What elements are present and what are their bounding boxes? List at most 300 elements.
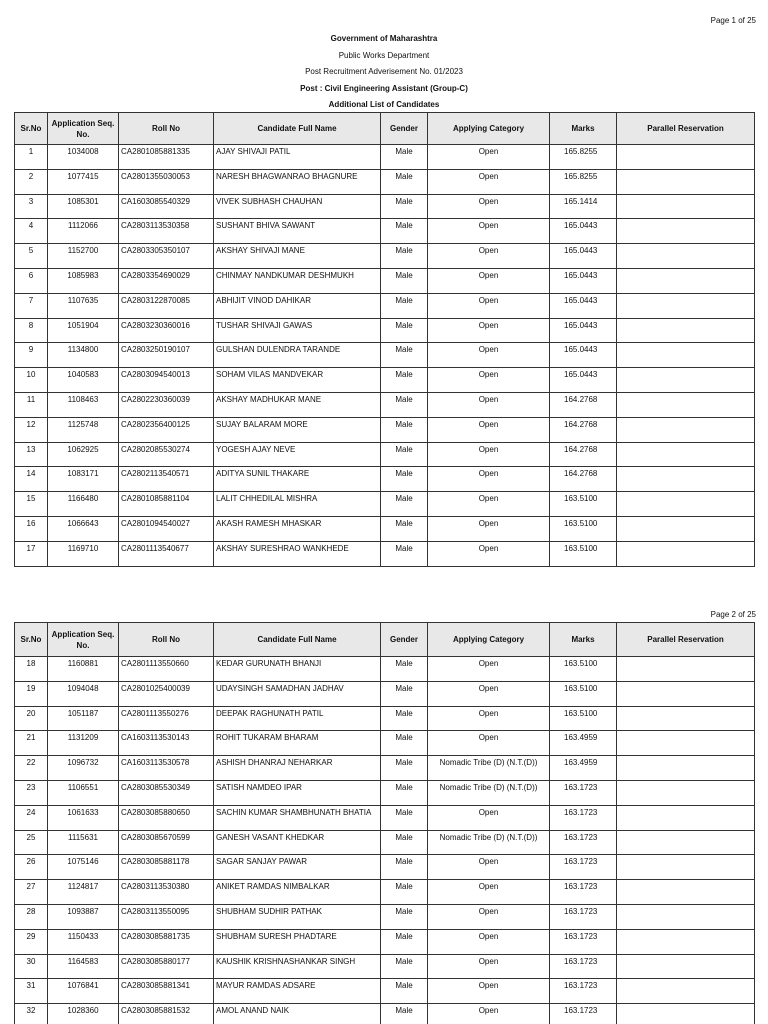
cell-applying-category: Open (428, 681, 550, 706)
cell-marks: 165.0443 (550, 343, 617, 368)
post-title: Post : Civil Engineering Assistant (Group-C) (300, 83, 468, 93)
cell-roll-no: CA2803094540013 (119, 368, 214, 393)
cell-application-seq-no: 1051904 (48, 318, 119, 343)
cell-sr-no: 14 (15, 467, 48, 492)
cell-marks: 163.1723 (550, 805, 617, 830)
table-row (15, 219, 755, 244)
cell-gender: Male (381, 541, 428, 566)
cell-gender: Male (381, 830, 428, 855)
table-row (15, 417, 755, 442)
cell-applying-category: Nomadic Tribe (D) (N.T.(D)) (428, 830, 550, 855)
cell-sr-no: 9 (15, 343, 48, 368)
cell-parallel-reservation (617, 805, 755, 830)
cell-candidate-name: AKSHAY MADHUKAR MANE (214, 392, 381, 417)
cell-gender: Male (381, 880, 428, 905)
cell-gender: Male (381, 1004, 428, 1024)
cell-parallel-reservation (617, 169, 755, 194)
cell-application-seq-no: 1107635 (48, 293, 119, 318)
table-body (15, 145, 755, 567)
cell-marks: 165.0443 (550, 219, 617, 244)
cell-application-seq-no: 1094048 (48, 681, 119, 706)
cell-application-seq-no: 1028360 (48, 1004, 119, 1024)
cell-gender: Male (381, 343, 428, 368)
cell-gender: Male (381, 442, 428, 467)
cell-sr-no: 3 (15, 194, 48, 219)
cell-gender: Male (381, 293, 428, 318)
table-body (15, 657, 755, 1024)
table-row (15, 293, 755, 318)
cell-parallel-reservation (617, 954, 755, 979)
table-row (15, 268, 755, 293)
cell-applying-category: Open (428, 392, 550, 417)
cell-candidate-name: GULSHAN DULENDRA TARANDE (214, 343, 381, 368)
cell-candidate-name: ADITYA SUNIL THAKARE (214, 467, 381, 492)
cell-application-seq-no: 1051187 (48, 706, 119, 731)
cell-parallel-reservation (617, 904, 755, 929)
cell-application-seq-no: 1166480 (48, 492, 119, 517)
cell-candidate-name: SHUBHAM SURESH PHADTARE (214, 929, 381, 954)
cell-candidate-name: AKASH RAMESH MHASKAR (214, 516, 381, 541)
col-header-parallel-reservation: Parallel Reservation (617, 113, 755, 145)
cell-gender: Male (381, 169, 428, 194)
cell-gender: Male (381, 855, 428, 880)
cell-marks: 164.2768 (550, 417, 617, 442)
col-header-gender: Gender (381, 113, 428, 145)
cell-candidate-name: SUSHANT BHIVA SAWANT (214, 219, 381, 244)
cell-roll-no: CA2801085881104 (119, 492, 214, 517)
table-row (15, 880, 755, 905)
table-row (15, 929, 755, 954)
cell-application-seq-no: 1077415 (48, 169, 119, 194)
cell-marks: 165.0443 (550, 318, 617, 343)
cell-applying-category: Open (428, 318, 550, 343)
department-title: Public Works Department (338, 50, 430, 60)
table-row (15, 780, 755, 805)
cell-marks: 164.2768 (550, 467, 617, 492)
cell-roll-no: CA2802113540571 (119, 467, 214, 492)
table-row (15, 368, 755, 393)
cell-candidate-name: GANESH VASANT KHEDKAR (214, 830, 381, 855)
cell-candidate-name: SAGAR SANJAY PAWAR (214, 855, 381, 880)
table-row (15, 979, 755, 1004)
page-number-label: Page 1 of 25 (710, 16, 756, 25)
cell-sr-no: 8 (15, 318, 48, 343)
cell-parallel-reservation (617, 929, 755, 954)
table-row (15, 392, 755, 417)
cell-candidate-name: CHINMAY NANDKUMAR DESHMUKH (214, 268, 381, 293)
cell-roll-no: CA2803085670599 (119, 830, 214, 855)
cell-candidate-name: TUSHAR SHIVAJI GAWAS (214, 318, 381, 343)
cell-gender: Male (381, 904, 428, 929)
cell-roll-no: CA2803085881178 (119, 855, 214, 880)
cell-gender: Male (381, 244, 428, 269)
cell-application-seq-no: 1164583 (48, 954, 119, 979)
cell-applying-category: Open (428, 268, 550, 293)
cell-gender: Male (381, 657, 428, 682)
cell-sr-no: 13 (15, 442, 48, 467)
cell-candidate-name: LALIT CHHEDILAL MISHRA (214, 492, 381, 517)
cell-parallel-reservation (617, 855, 755, 880)
cell-application-seq-no: 1061633 (48, 805, 119, 830)
table-row (15, 169, 755, 194)
table-row (15, 318, 755, 343)
cell-roll-no: CA2803250190107 (119, 343, 214, 368)
cell-applying-category: Open (428, 442, 550, 467)
cell-roll-no: CA2801113550660 (119, 657, 214, 682)
cell-gender: Male (381, 392, 428, 417)
cell-roll-no: CA2801355030053 (119, 169, 214, 194)
cell-candidate-name: AJAY SHIVAJI PATIL (214, 145, 381, 170)
cell-sr-no: 26 (15, 855, 48, 880)
table-row (15, 467, 755, 492)
cell-marks: 163.1723 (550, 1004, 617, 1024)
table-row (15, 756, 755, 781)
table-row (15, 194, 755, 219)
cell-candidate-name: KAUSHIK KRISHNASHANKAR SINGH (214, 954, 381, 979)
cell-applying-category: Open (428, 954, 550, 979)
cell-sr-no: 17 (15, 541, 48, 566)
cell-applying-category: Open (428, 343, 550, 368)
cell-roll-no: CA2803122870085 (119, 293, 214, 318)
cell-roll-no: CA2802230360039 (119, 392, 214, 417)
cell-marks: 165.8255 (550, 169, 617, 194)
cell-gender: Male (381, 219, 428, 244)
cell-applying-category: Open (428, 855, 550, 880)
cell-marks: 163.4959 (550, 756, 617, 781)
cell-parallel-reservation (617, 467, 755, 492)
cell-sr-no: 28 (15, 904, 48, 929)
cell-application-seq-no: 1160881 (48, 657, 119, 682)
cell-applying-category: Open (428, 541, 550, 566)
cell-applying-category: Open (428, 467, 550, 492)
cell-parallel-reservation (617, 756, 755, 781)
cell-application-seq-no: 1108463 (48, 392, 119, 417)
cell-marks: 163.1723 (550, 855, 617, 880)
cell-parallel-reservation (617, 417, 755, 442)
col-header-application-seq-no: Application Seq. No. (48, 623, 119, 657)
cell-applying-category: Nomadic Tribe (D) (N.T.(D)) (428, 756, 550, 781)
table-row (15, 830, 755, 855)
cell-roll-no: CA2803113530358 (119, 219, 214, 244)
cell-parallel-reservation (617, 368, 755, 393)
cell-roll-no: CA2803085881532 (119, 1004, 214, 1024)
cell-marks: 165.0443 (550, 368, 617, 393)
cell-parallel-reservation (617, 492, 755, 517)
table-row (15, 516, 755, 541)
col-header-marks: Marks (550, 623, 617, 657)
cell-sr-no: 30 (15, 954, 48, 979)
cell-marks: 164.2768 (550, 442, 617, 467)
cell-sr-no: 6 (15, 268, 48, 293)
cell-marks: 163.1723 (550, 954, 617, 979)
cell-roll-no: CA2801085881335 (119, 145, 214, 170)
cell-candidate-name: DEEPAK RAGHUNATH PATIL (214, 706, 381, 731)
cell-applying-category: Open (428, 805, 550, 830)
cell-candidate-name: ANIKET RAMDAS NIMBALKAR (214, 880, 381, 905)
cell-applying-category: Open (428, 169, 550, 194)
cell-sr-no: 31 (15, 979, 48, 1004)
cell-gender: Male (381, 979, 428, 1004)
cell-application-seq-no: 1125748 (48, 417, 119, 442)
cell-applying-category: Open (428, 1004, 550, 1024)
cell-roll-no: CA1603113530143 (119, 731, 214, 756)
cell-gender: Male (381, 681, 428, 706)
cell-application-seq-no: 1169710 (48, 541, 119, 566)
cell-parallel-reservation (617, 268, 755, 293)
col-header-gender: Gender (381, 623, 428, 657)
cell-roll-no: CA2803113530380 (119, 880, 214, 905)
cell-parallel-reservation (617, 244, 755, 269)
cell-gender: Male (381, 731, 428, 756)
cell-applying-category: Open (428, 904, 550, 929)
cell-applying-category: Nomadic Tribe (D) (N.T.(D)) (428, 780, 550, 805)
cell-application-seq-no: 1085983 (48, 268, 119, 293)
col-header-application-seq-no: Application Seq. No. (48, 113, 119, 145)
cell-applying-category: Open (428, 492, 550, 517)
cell-candidate-name: UDAYSINGH SAMADHAN JADHAV (214, 681, 381, 706)
cell-roll-no: CA2802356400125 (119, 417, 214, 442)
cell-parallel-reservation (617, 706, 755, 731)
cell-candidate-name: MAYUR RAMDAS ADSARE (214, 979, 381, 1004)
cell-application-seq-no: 1124817 (48, 880, 119, 905)
table-row (15, 145, 755, 170)
cell-gender: Male (381, 929, 428, 954)
cell-application-seq-no: 1083171 (48, 467, 119, 492)
government-title: Government of Maharashtra (330, 34, 438, 43)
cell-application-seq-no: 1115631 (48, 830, 119, 855)
table-row (15, 1004, 755, 1024)
cell-roll-no: CA2801025400039 (119, 681, 214, 706)
cell-applying-category: Open (428, 219, 550, 244)
cell-candidate-name: AKSHAY SURESHRAO WANKHEDE (214, 541, 381, 566)
col-header-candidate-name: Candidate Full Name (214, 623, 381, 657)
cell-sr-no: 22 (15, 756, 48, 781)
cell-applying-category: Open (428, 880, 550, 905)
list-title: Additional List of Candidates (328, 100, 440, 109)
cell-parallel-reservation (617, 194, 755, 219)
cell-marks: 163.5100 (550, 657, 617, 682)
cell-application-seq-no: 1093887 (48, 904, 119, 929)
cell-parallel-reservation (617, 780, 755, 805)
cell-gender: Male (381, 194, 428, 219)
cell-parallel-reservation (617, 442, 755, 467)
cell-candidate-name: NARESH BHAGWANRAO BHAGNURE (214, 169, 381, 194)
cell-gender: Male (381, 756, 428, 781)
table-row (15, 904, 755, 929)
cell-applying-category: Open (428, 929, 550, 954)
cell-marks: 163.1723 (550, 929, 617, 954)
cell-candidate-name: ROHIT TUKARAM BHARAM (214, 731, 381, 756)
cell-application-seq-no: 1112066 (48, 219, 119, 244)
cell-marks: 163.1723 (550, 880, 617, 905)
cell-gender: Male (381, 492, 428, 517)
cell-candidate-name: SUJAY BALARAM MORE (214, 417, 381, 442)
table-row (15, 343, 755, 368)
candidates-table-page-1 (14, 112, 755, 567)
cell-parallel-reservation (617, 541, 755, 566)
cell-applying-category: Open (428, 731, 550, 756)
table-header-row (15, 623, 755, 657)
table-row (15, 731, 755, 756)
table-row (15, 855, 755, 880)
cell-parallel-reservation (617, 1004, 755, 1024)
cell-candidate-name: YOGESH AJAY NEVE (214, 442, 381, 467)
cell-application-seq-no: 1076841 (48, 979, 119, 1004)
col-header-sr-no: Sr.No (15, 113, 48, 145)
cell-roll-no: CA1603113530578 (119, 756, 214, 781)
cell-gender: Male (381, 780, 428, 805)
cell-gender: Male (381, 318, 428, 343)
col-header-sr-no: Sr.No (15, 623, 48, 657)
cell-roll-no: CA2803113550095 (119, 904, 214, 929)
cell-application-seq-no: 1134800 (48, 343, 119, 368)
cell-gender: Male (381, 368, 428, 393)
cell-candidate-name: AMOL ANAND NAIK (214, 1004, 381, 1024)
cell-applying-category: Open (428, 417, 550, 442)
cell-gender: Male (381, 467, 428, 492)
col-header-roll-no: Roll No (119, 113, 214, 145)
cell-roll-no: CA2803354690029 (119, 268, 214, 293)
cell-sr-no: 18 (15, 657, 48, 682)
cell-candidate-name: VIVEK SUBHASH CHAUHAN (214, 194, 381, 219)
cell-marks: 163.5100 (550, 492, 617, 517)
cell-sr-no: 24 (15, 805, 48, 830)
cell-applying-category: Open (428, 657, 550, 682)
cell-roll-no: CA2801094540027 (119, 516, 214, 541)
cell-marks: 163.5100 (550, 706, 617, 731)
cell-candidate-name: ASHISH DHANRAJ NEHARKAR (214, 756, 381, 781)
table-row (15, 954, 755, 979)
cell-parallel-reservation (617, 830, 755, 855)
cell-sr-no: 21 (15, 731, 48, 756)
cell-marks: 165.0443 (550, 293, 617, 318)
cell-application-seq-no: 1150433 (48, 929, 119, 954)
cell-application-seq-no: 1040583 (48, 368, 119, 393)
cell-marks: 163.1723 (550, 780, 617, 805)
cell-gender: Male (381, 954, 428, 979)
cell-roll-no: CA1603085540329 (119, 194, 214, 219)
cell-applying-category: Open (428, 368, 550, 393)
cell-marks: 163.5100 (550, 681, 617, 706)
cell-gender: Male (381, 417, 428, 442)
cell-application-seq-no: 1106551 (48, 780, 119, 805)
cell-marks: 165.0443 (550, 268, 617, 293)
cell-sr-no: 15 (15, 492, 48, 517)
cell-parallel-reservation (617, 318, 755, 343)
cell-marks: 163.5100 (550, 541, 617, 566)
cell-applying-category: Open (428, 706, 550, 731)
cell-parallel-reservation (617, 979, 755, 1004)
cell-roll-no: CA2803085880177 (119, 954, 214, 979)
col-header-marks: Marks (550, 113, 617, 145)
col-header-applying-category: Applying Category (428, 623, 550, 657)
cell-sr-no: 10 (15, 368, 48, 393)
cell-sr-no: 25 (15, 830, 48, 855)
cell-parallel-reservation (617, 145, 755, 170)
cell-application-seq-no: 1085301 (48, 194, 119, 219)
cell-candidate-name: SHUBHAM SUDHIR PATHAK (214, 904, 381, 929)
cell-marks: 164.2768 (550, 392, 617, 417)
cell-applying-category: Open (428, 979, 550, 1004)
table-row (15, 657, 755, 682)
col-header-applying-category: Applying Category (428, 113, 550, 145)
cell-roll-no: CA2803305350107 (119, 244, 214, 269)
cell-candidate-name: SOHAM VILAS MANDVEKAR (214, 368, 381, 393)
cell-marks: 163.1723 (550, 979, 617, 1004)
cell-sr-no: 23 (15, 780, 48, 805)
table-header-row (15, 113, 755, 145)
cell-parallel-reservation (617, 657, 755, 682)
cell-roll-no: CA2801113540677 (119, 541, 214, 566)
cell-marks: 163.1723 (550, 830, 617, 855)
col-header-candidate-name: Candidate Full Name (214, 113, 381, 145)
cell-applying-category: Open (428, 293, 550, 318)
cell-applying-category: Open (428, 516, 550, 541)
cell-parallel-reservation (617, 219, 755, 244)
table-row (15, 442, 755, 467)
cell-roll-no: CA2803085880650 (119, 805, 214, 830)
document-header (0, 31, 768, 114)
cell-marks: 163.4959 (550, 731, 617, 756)
cell-parallel-reservation (617, 880, 755, 905)
cell-sr-no: 27 (15, 880, 48, 905)
cell-sr-no: 20 (15, 706, 48, 731)
advertisement-title: Post Recruitment Adverisement No. 01/2023 (305, 67, 463, 76)
cell-marks: 163.1723 (550, 904, 617, 929)
cell-application-seq-no: 1075146 (48, 855, 119, 880)
cell-roll-no: CA2803230360016 (119, 318, 214, 343)
cell-parallel-reservation (617, 516, 755, 541)
cell-marks: 163.5100 (550, 516, 617, 541)
cell-candidate-name: ABHIJIT VINOD DAHIKAR (214, 293, 381, 318)
col-header-roll-no: Roll No (119, 623, 214, 657)
cell-sr-no: 7 (15, 293, 48, 318)
cell-marks: 165.8255 (550, 145, 617, 170)
table-row (15, 541, 755, 566)
cell-marks: 165.1414 (550, 194, 617, 219)
cell-applying-category: Open (428, 145, 550, 170)
cell-application-seq-no: 1131209 (48, 731, 119, 756)
table-row (15, 492, 755, 517)
candidates-table-page-2 (14, 622, 755, 1024)
cell-gender: Male (381, 145, 428, 170)
cell-parallel-reservation (617, 731, 755, 756)
cell-gender: Male (381, 706, 428, 731)
table-row (15, 706, 755, 731)
cell-applying-category: Open (428, 194, 550, 219)
cell-sr-no: 16 (15, 516, 48, 541)
cell-candidate-name: SACHIN KUMAR SHAMBHUNATH BHATIA (214, 805, 381, 830)
cell-gender: Male (381, 516, 428, 541)
table-row (15, 244, 755, 269)
cell-application-seq-no: 1096732 (48, 756, 119, 781)
cell-application-seq-no: 1062925 (48, 442, 119, 467)
cell-parallel-reservation (617, 392, 755, 417)
table-row (15, 681, 755, 706)
cell-sr-no: 5 (15, 244, 48, 269)
cell-parallel-reservation (617, 681, 755, 706)
cell-sr-no: 2 (15, 169, 48, 194)
cell-parallel-reservation (617, 293, 755, 318)
cell-sr-no: 32 (15, 1004, 48, 1024)
cell-sr-no: 19 (15, 681, 48, 706)
table-row (15, 805, 755, 830)
cell-application-seq-no: 1152700 (48, 244, 119, 269)
cell-roll-no: CA2801113550276 (119, 706, 214, 731)
cell-applying-category: Open (428, 244, 550, 269)
col-header-parallel-reservation: Parallel Reservation (617, 623, 755, 657)
cell-sr-no: 11 (15, 392, 48, 417)
